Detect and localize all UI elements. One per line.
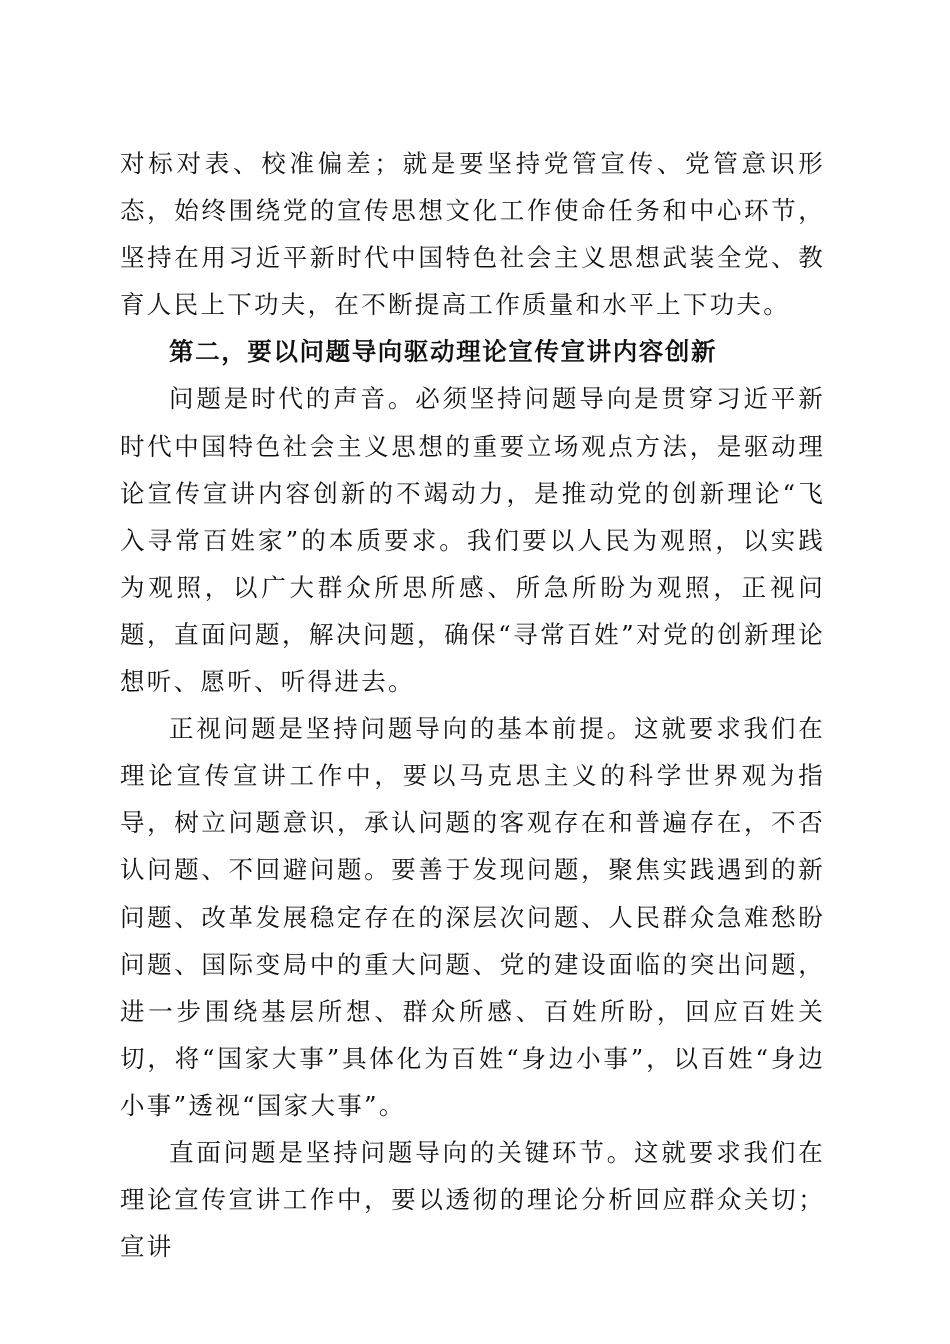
paragraph-confront-problems: 直面问题是坚持问题导向的关键环节。这就要求我们在理论宣传宣讲工作中，要以透彻的理论分析回应群众关切；宣讲 — [120, 1137, 825, 1262]
section-heading: 第二，要以问题导向驱动理论宣传宣讲内容创新 — [169, 337, 718, 367]
paragraph-continuation: 对标对表、校准偏差；就是要坚持党管宣传、党管意识形态，始终围绕党的宣传思想文化工作使命任务和中心环节，坚持在用习近平新时代中国特色社会主义思想武装全党、教育人民上下功夫，在不断提高工作质量和水平上下功夫。 — [120, 149, 825, 320]
document-body — [120, 140, 825, 1270]
paragraph-problem-voice: 问题是时代的声音。必须坚持问题导向是贯穿习近平新时代中国特色社会主义思想的重要立场观点方法，是驱动理论宣传宣讲内容创新的不竭动力，是推动党的创新理论“飞入寻常百姓家”的本质要求。我们要以人民为观照，以实践为观照，以广大群众所思所感、所急所盼为观照，正视问题，直面问题，解决问题，确保“寻常百姓”对党的创新理论想听、愿听、听得进去。 — [120, 384, 825, 697]
paragraph-face-problems: 正视问题是坚持问题导向的基本前提。这就要求我们在理论宣传宣讲工作中，要以马克思主义的科学世界观为指导，树立问题意识，承认问题的客观存在和普遍存在，不否认问题、不回避问题。要善于发现问题，聚焦实践遇到的新问题、改革发展稳定存在的深层次问题、人民群众急难愁盼问题、国际变局中的重大问题、党的建设面临的突出问题，进一步围绕基层所想、群众所感、百姓所盼，回应百姓关切，将“国家大事”具体化为百姓“身边小事”，以百姓“身边小事”透视“国家大事”。 — [120, 714, 825, 1120]
